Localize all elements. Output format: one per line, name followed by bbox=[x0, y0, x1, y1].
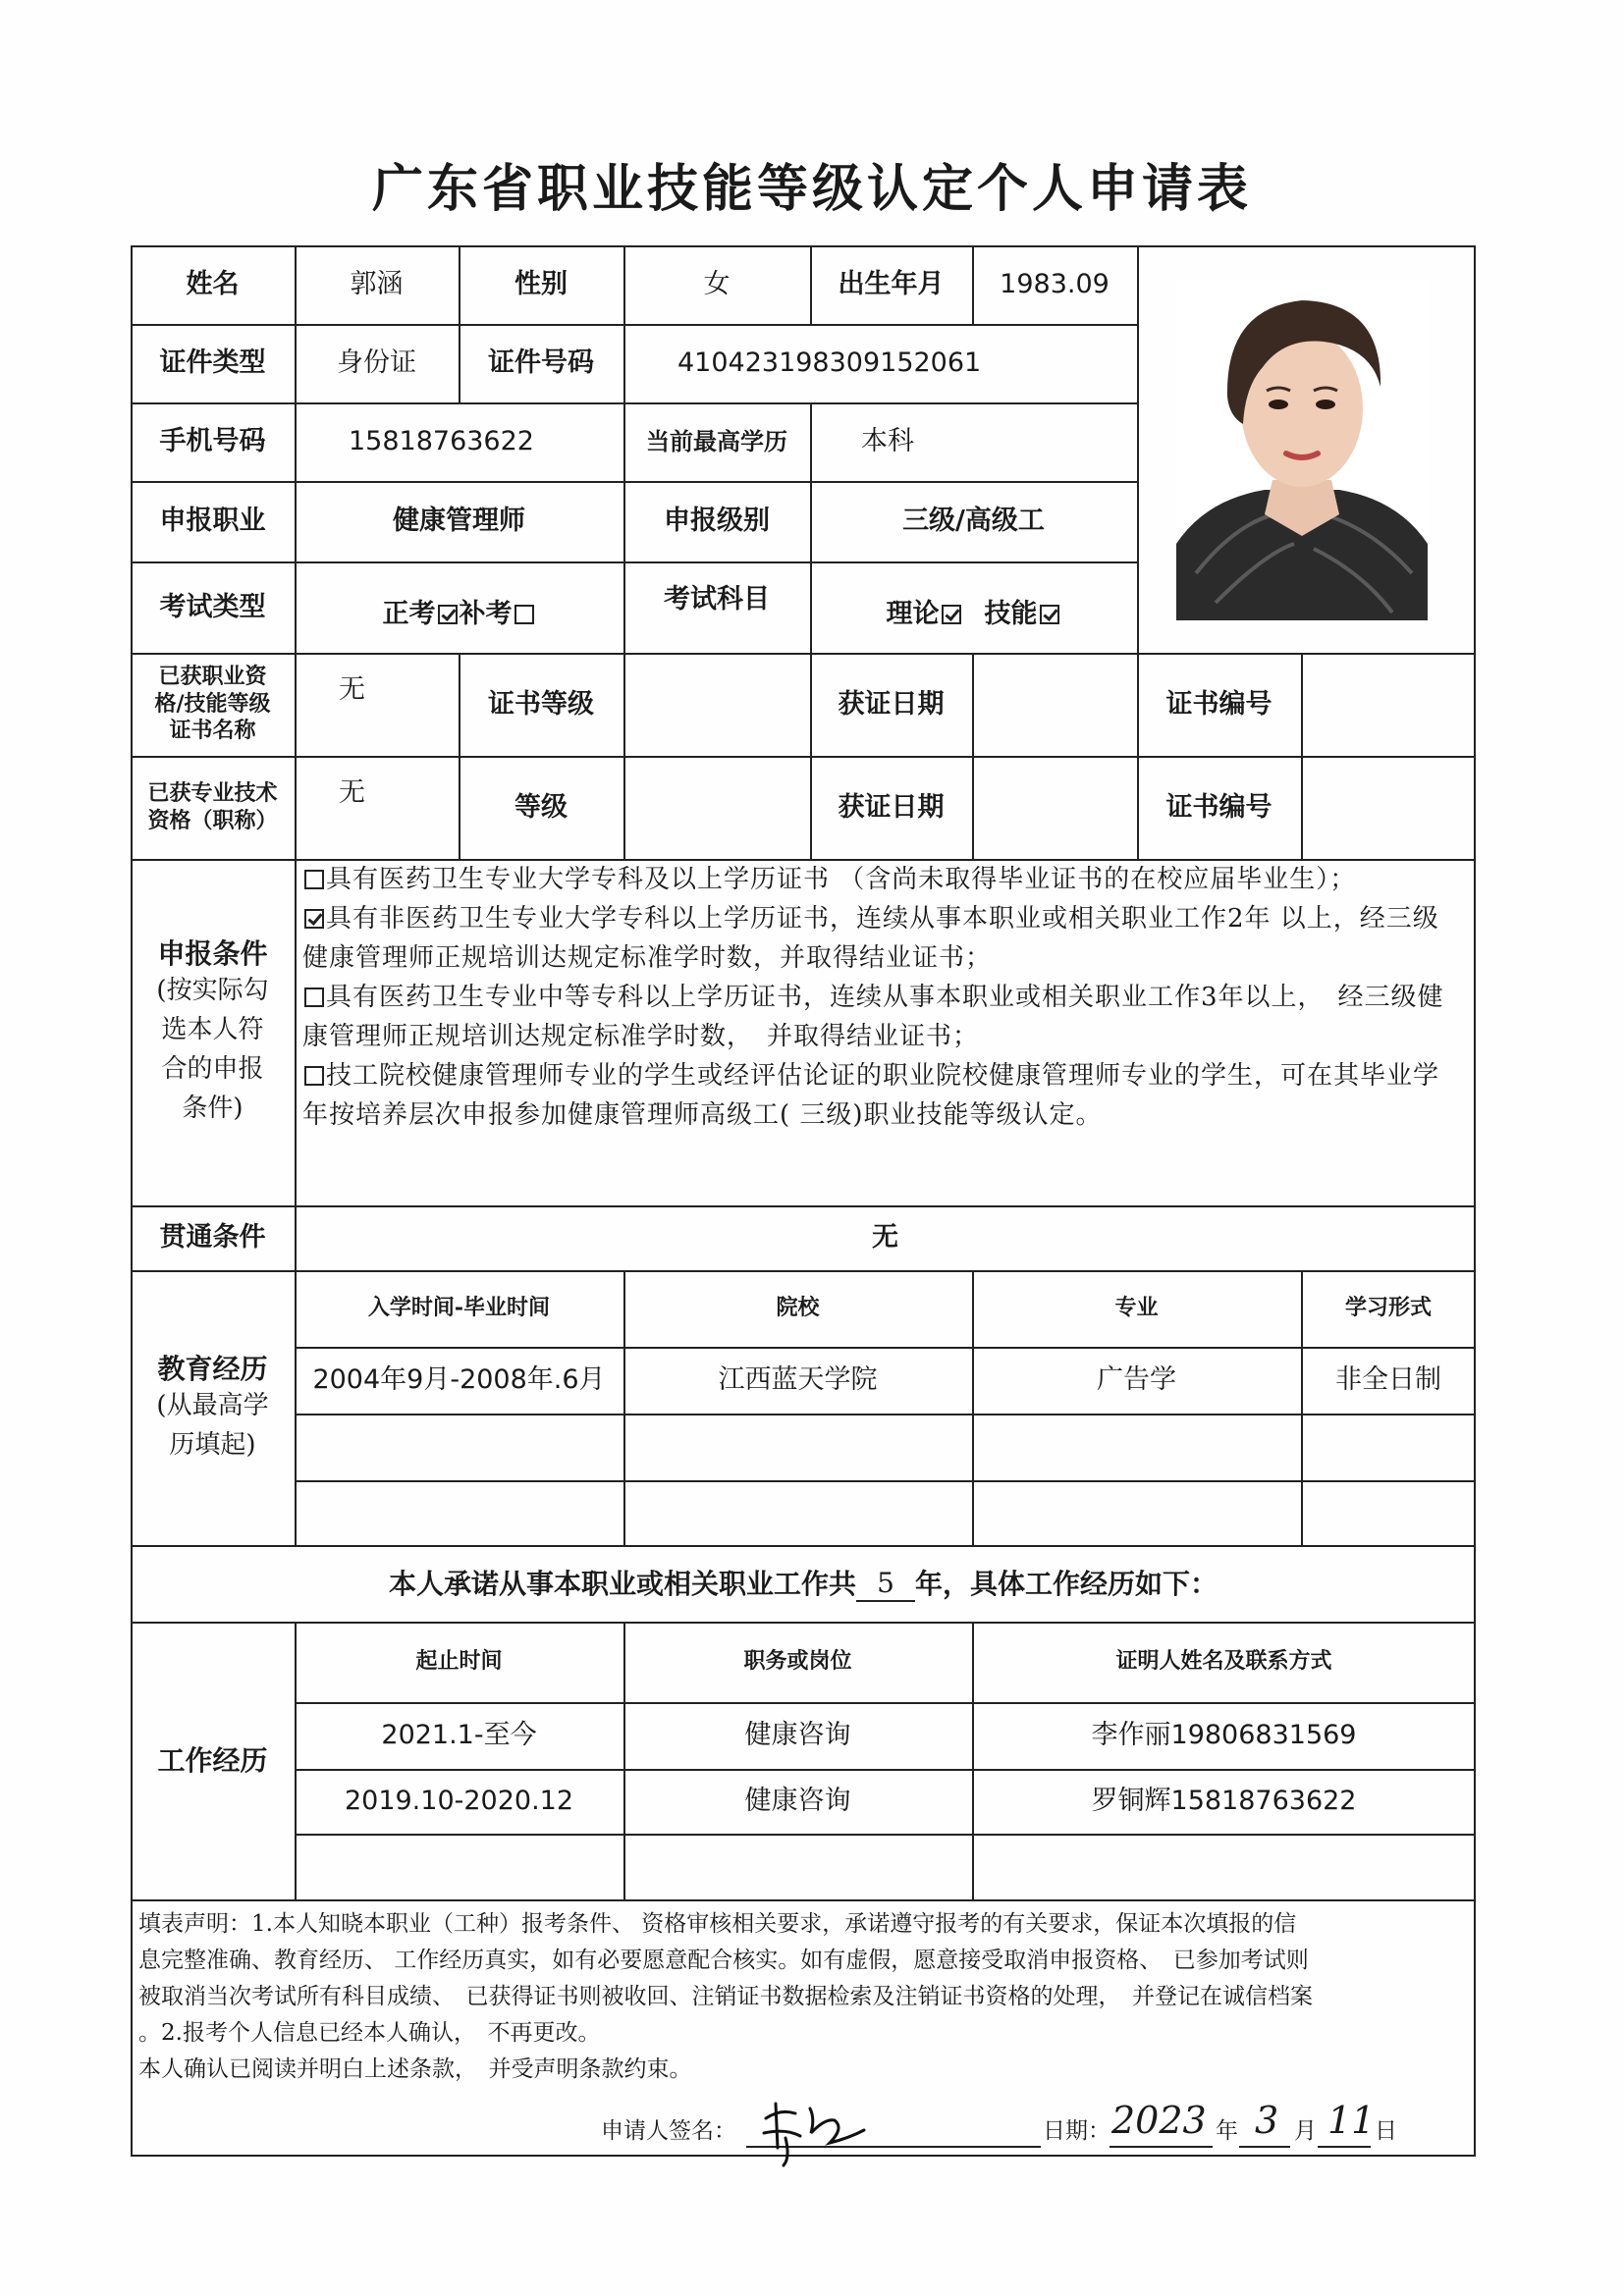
gender-value: 女 bbox=[703, 269, 731, 300]
exam-makeup-label: 补考 bbox=[459, 598, 513, 629]
professional-title-value: 无 bbox=[339, 776, 365, 808]
edu-header-period: 入学时间-毕业时间 bbox=[367, 1295, 551, 1321]
date-month: 3 bbox=[1255, 2099, 1279, 2142]
professional-title-label: 已获专业技术资格（职称） bbox=[147, 780, 278, 833]
title-grade-label: 等级 bbox=[514, 791, 568, 823]
rule bbox=[623, 653, 625, 859]
subject-skill-checkbox[interactable] bbox=[1040, 605, 1059, 624]
occupation-value: 健康管理师 bbox=[393, 506, 525, 537]
edu-row-school: 江西蓝天学院 bbox=[718, 1364, 878, 1396]
applicant-signature bbox=[756, 2089, 874, 2167]
work-row-1-period: 2021.1-至今 bbox=[381, 1720, 537, 1751]
work-row-2-position: 健康咨询 bbox=[744, 1786, 851, 1817]
condition-checkbox-2[interactable] bbox=[304, 909, 324, 929]
exam-normal-label: 正考 bbox=[382, 598, 436, 629]
work-header-reference: 证明人姓名及联系方式 bbox=[1115, 1648, 1332, 1675]
work-row-2-reference: 罗铜辉15818763622 bbox=[1091, 1786, 1357, 1817]
title-date-label: 获证日期 bbox=[838, 791, 945, 823]
work-commitment: 本人承诺从事本职业或相关职业工作共 5 年，具体工作经历如下： bbox=[388, 1566, 1218, 1600]
education-history-label: 教育经历 bbox=[157, 1352, 268, 1385]
name-value: 郭涵 bbox=[350, 269, 404, 300]
subject-skill-label: 技能 bbox=[984, 598, 1038, 629]
id-number-value: 410423198309152061 bbox=[677, 347, 982, 379]
condition-checkbox-3[interactable] bbox=[304, 988, 324, 1007]
date-day: 11 bbox=[1327, 2099, 1376, 2142]
conditions-list bbox=[302, 860, 1461, 1135]
edu-row-mode: 非全日制 bbox=[1335, 1364, 1441, 1396]
rule bbox=[972, 653, 974, 859]
condition-item-3: 具有医药卫生专业中等专科以上学历证书，连续从事本职业或相关职业工作3年以上， 经三级健康管理师正规培训达规定标准学时数， 并取得结业证书； bbox=[302, 983, 1444, 1051]
cert-grade-label: 证书等级 bbox=[488, 688, 594, 720]
conditions-label-cell bbox=[131, 859, 295, 1205]
year-label: 年 bbox=[1216, 2118, 1238, 2144]
edu-header-school: 院校 bbox=[776, 1295, 820, 1321]
declaration-text: 填表声明：1.本人知晓本职业（工种）报考条件、 资格审核相关要求，承诺遵守报考的有关要求，保证本次填报的信 息完整准确、教育经历、 工作经历真实，如有必要愿意配合核实。如有虚假，愿意接受取消申报资格、 已参加考试则 被取消当次考试所有科目成绩、 已获得证书则被收回、注销证书数据检索及注销证书资格的处理， 并登记在诚信档案 。2.报考个人信息已经本人确认， 不再更改。 本人确认已阅读并明白上述条款， 并受声明条款约束。 bbox=[138, 1911, 1313, 2082]
id-type-value: 身份证 bbox=[337, 347, 416, 379]
work-row-2-period: 2019.10-2020.12 bbox=[344, 1786, 574, 1817]
condition-checkbox-4[interactable] bbox=[304, 1066, 324, 1086]
birth-value: 1983.09 bbox=[1000, 269, 1110, 300]
work-row-1-position: 健康咨询 bbox=[744, 1720, 851, 1751]
rule bbox=[295, 1480, 1476, 1482]
work-years: 5 bbox=[856, 1566, 915, 1602]
signature-label: 申请人签名： bbox=[601, 2118, 736, 2144]
qualification-cert-label: 已获职业资格/技能等级证书名称 bbox=[154, 664, 271, 744]
day-underline bbox=[1318, 2146, 1371, 2148]
exam-normal-checkbox[interactable] bbox=[438, 605, 458, 624]
level-value: 三级/高级工 bbox=[902, 506, 1045, 537]
id-type-label: 证件类型 bbox=[159, 347, 266, 379]
name-label: 姓名 bbox=[186, 269, 240, 300]
work-header-period: 起止时间 bbox=[415, 1648, 503, 1675]
through-label: 贯通条件 bbox=[159, 1222, 266, 1254]
conditions-label: 申报条件 bbox=[157, 937, 268, 970]
phone-label: 手机号码 bbox=[159, 426, 266, 457]
day-label: 日 bbox=[1375, 2118, 1397, 2144]
edu-row-major: 广告学 bbox=[1097, 1364, 1176, 1396]
rule bbox=[131, 1899, 1476, 1901]
qualification-cert-value: 无 bbox=[339, 673, 365, 705]
id-number-label: 证件号码 bbox=[488, 347, 594, 379]
exam-type-label: 考试类型 bbox=[159, 591, 266, 622]
gender-label: 性别 bbox=[514, 269, 568, 300]
level-label: 申报级别 bbox=[664, 506, 770, 537]
occupation-label: 申报职业 bbox=[159, 506, 266, 537]
year-underline bbox=[1110, 2146, 1213, 2148]
date-year: 2023 bbox=[1111, 2099, 1207, 2142]
form-title: 广东省职业技能等级认定个人申请表 bbox=[371, 159, 1252, 219]
work-row-1-reference: 李作丽19806831569 bbox=[1091, 1720, 1357, 1751]
education-label-cell bbox=[131, 1270, 295, 1545]
through-value: 无 bbox=[872, 1222, 898, 1254]
work-header-position: 职务或岗位 bbox=[743, 1648, 852, 1675]
month-underline bbox=[1239, 2146, 1290, 2148]
condition-item-1: 具有医药卫生专业大学专科及以上学历证书 （含尚未取得毕业证书的在校应届毕业生）； bbox=[302, 860, 1461, 899]
cert-date-label: 获证日期 bbox=[838, 688, 945, 720]
condition-item-4: 技工院校健康管理师专业的学生或经评估论证的职业院校健康管理师专业的学生，可在其毕业学年按培养层次申报参加健康管理师高级工( 三级)职业技能等级认定。 bbox=[302, 1061, 1440, 1130]
exam-makeup-checkbox[interactable] bbox=[514, 605, 534, 624]
rule bbox=[295, 1414, 1476, 1415]
edu-row-period: 2004年9月-2008年.6月 bbox=[312, 1364, 606, 1396]
subject-label: 考试科目 bbox=[664, 583, 770, 614]
education-label: 当前最高学历 bbox=[646, 427, 787, 455]
title-number-label: 证书编号 bbox=[1165, 791, 1272, 823]
condition-item-2: 具有非医药卫生专业大学专科以上学历证书，连续从事本职业或相关职业工作2年 以上，经三级健康管理师正规培训达规定标准学时数，并取得结业证书； bbox=[302, 904, 1439, 973]
subject-theory-label: 理论 bbox=[886, 598, 940, 629]
subject-theory-checkbox[interactable] bbox=[942, 605, 961, 624]
exam-type-options bbox=[295, 561, 623, 653]
rule bbox=[295, 1834, 1476, 1836]
edu-header-major: 专业 bbox=[1114, 1295, 1159, 1321]
month-label: 月 bbox=[1294, 2118, 1317, 2144]
education-history-sublabel: (从最高学历填起) bbox=[156, 1390, 269, 1460]
rule bbox=[1301, 653, 1303, 859]
cert-number-label: 证书编号 bbox=[1165, 688, 1272, 720]
rule bbox=[1137, 245, 1139, 653]
conditions-sublabel: (按实际勾选本人符合的申报条件) bbox=[156, 976, 269, 1123]
edu-header-mode: 学习形式 bbox=[1344, 1295, 1432, 1321]
applicant-photo bbox=[1176, 279, 1428, 620]
condition-checkbox-1[interactable] bbox=[304, 870, 324, 889]
work-history-label: 工作经历 bbox=[157, 1744, 268, 1777]
subject-options bbox=[810, 561, 1137, 653]
phone-value: 15818763622 bbox=[349, 426, 534, 457]
birth-label: 出生年月 bbox=[838, 269, 945, 300]
education-value: 本科 bbox=[861, 426, 914, 457]
date-label: 日期： bbox=[1043, 2118, 1110, 2144]
